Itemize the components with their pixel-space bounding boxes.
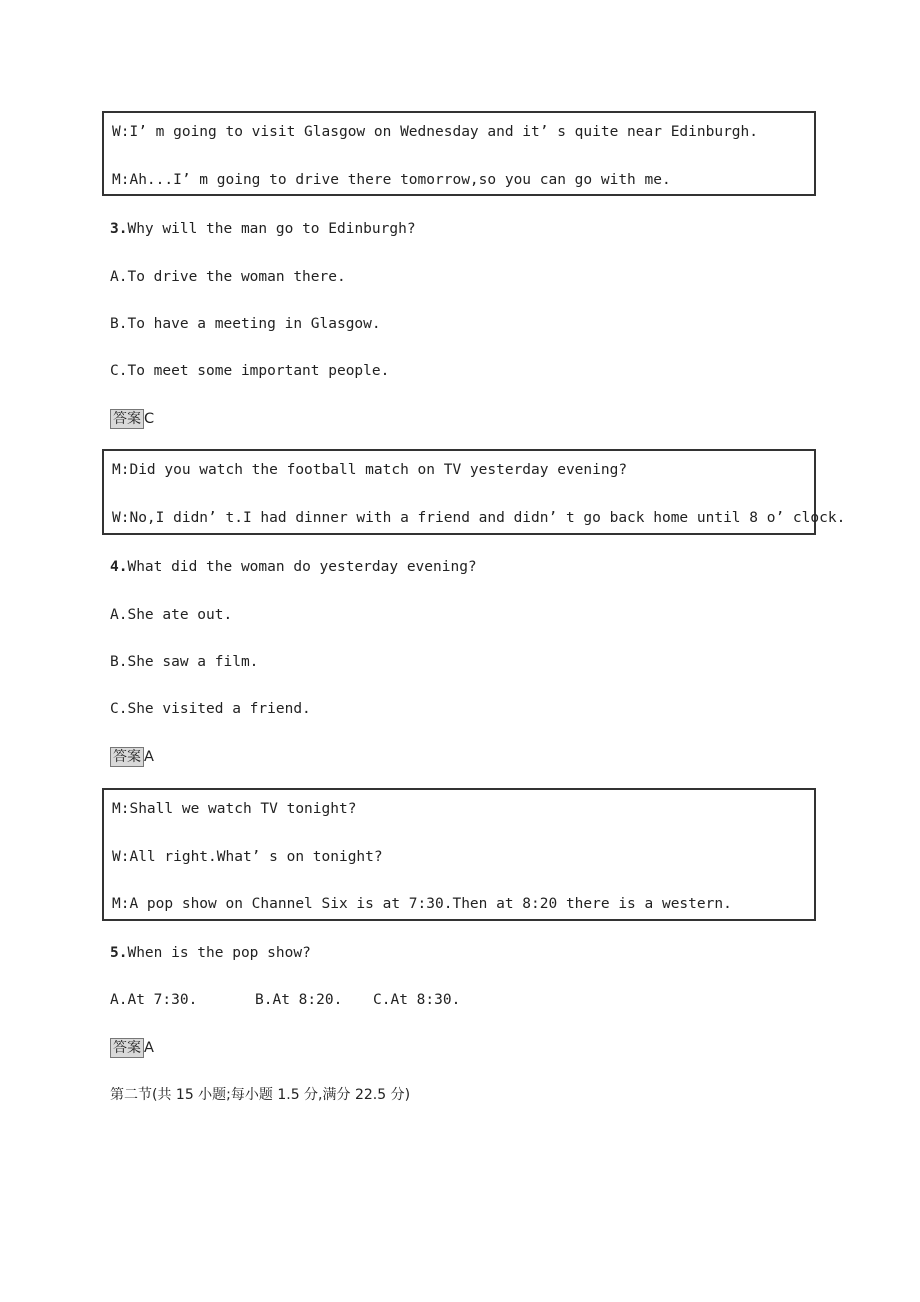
option-c: C.She visited a friend. <box>110 701 311 717</box>
dialog-box-3 <box>102 788 816 921</box>
answer-badge: 答案 <box>110 1038 144 1058</box>
question-number: 5. <box>110 945 128 961</box>
answer-row <box>110 1038 154 1058</box>
question-number: 3. <box>110 221 128 237</box>
question-text: What did the woman do yesterday evening? <box>127 559 477 575</box>
dialog-line: W:No,I didn’ t.I had dinner with a friend and didn’ t go back home until 8 o’ clock. <box>112 510 846 526</box>
option-c: C.To meet some important people. <box>110 363 390 379</box>
dialog-line: M:Shall we watch TV tonight? <box>112 801 357 817</box>
option-a: A.At 7:30. <box>110 992 198 1008</box>
dialog-line: W:All right.What’ s on tonight? <box>112 849 383 865</box>
dialog-box-1 <box>102 111 816 196</box>
dialog-line: M:Ah...I’ m going to drive there tomorrow,so you can go with me. <box>112 172 671 188</box>
answer-value: A <box>144 1040 154 1056</box>
dialog-box-2 <box>102 449 846 535</box>
answer-value: C <box>144 411 155 427</box>
option-b: B.At 8:20. <box>255 992 343 1008</box>
option-c: C.At 8:30. <box>373 992 461 1008</box>
answer-row <box>110 409 154 429</box>
options-row <box>110 991 460 1009</box>
dialog-line: M:Did you watch the football match on TV yesterday evening? <box>112 462 628 478</box>
dialog-line: M:A pop show on Channel Six is at 7:30.Then at 8:20 there is a western. <box>112 896 732 912</box>
question-3 <box>110 220 416 238</box>
question-5 <box>110 944 311 962</box>
section-heading: 第二节(共 15 小题;每小题 1.5 分,满分 22.5 分) <box>110 1087 411 1103</box>
dialog-line: W:I’ m going to visit Glasgow on Wednesday and it’ s quite near Edinburgh. <box>112 124 759 140</box>
answer-badge: 答案 <box>110 747 144 767</box>
answer-value: A <box>144 749 154 765</box>
option-a: A.To drive the woman there. <box>110 269 346 285</box>
question-4 <box>110 558 477 576</box>
question-number: 4. <box>110 559 128 575</box>
question-text: Why will the man go to Edinburgh? <box>127 221 416 237</box>
option-a: A.She ate out. <box>110 607 233 623</box>
question-text: When is the pop show? <box>127 945 311 961</box>
answer-badge: 答案 <box>110 409 144 429</box>
answer-row <box>110 747 154 767</box>
option-b: B.To have a meeting in Glasgow. <box>110 316 381 332</box>
option-b: B.She saw a film. <box>110 654 259 670</box>
